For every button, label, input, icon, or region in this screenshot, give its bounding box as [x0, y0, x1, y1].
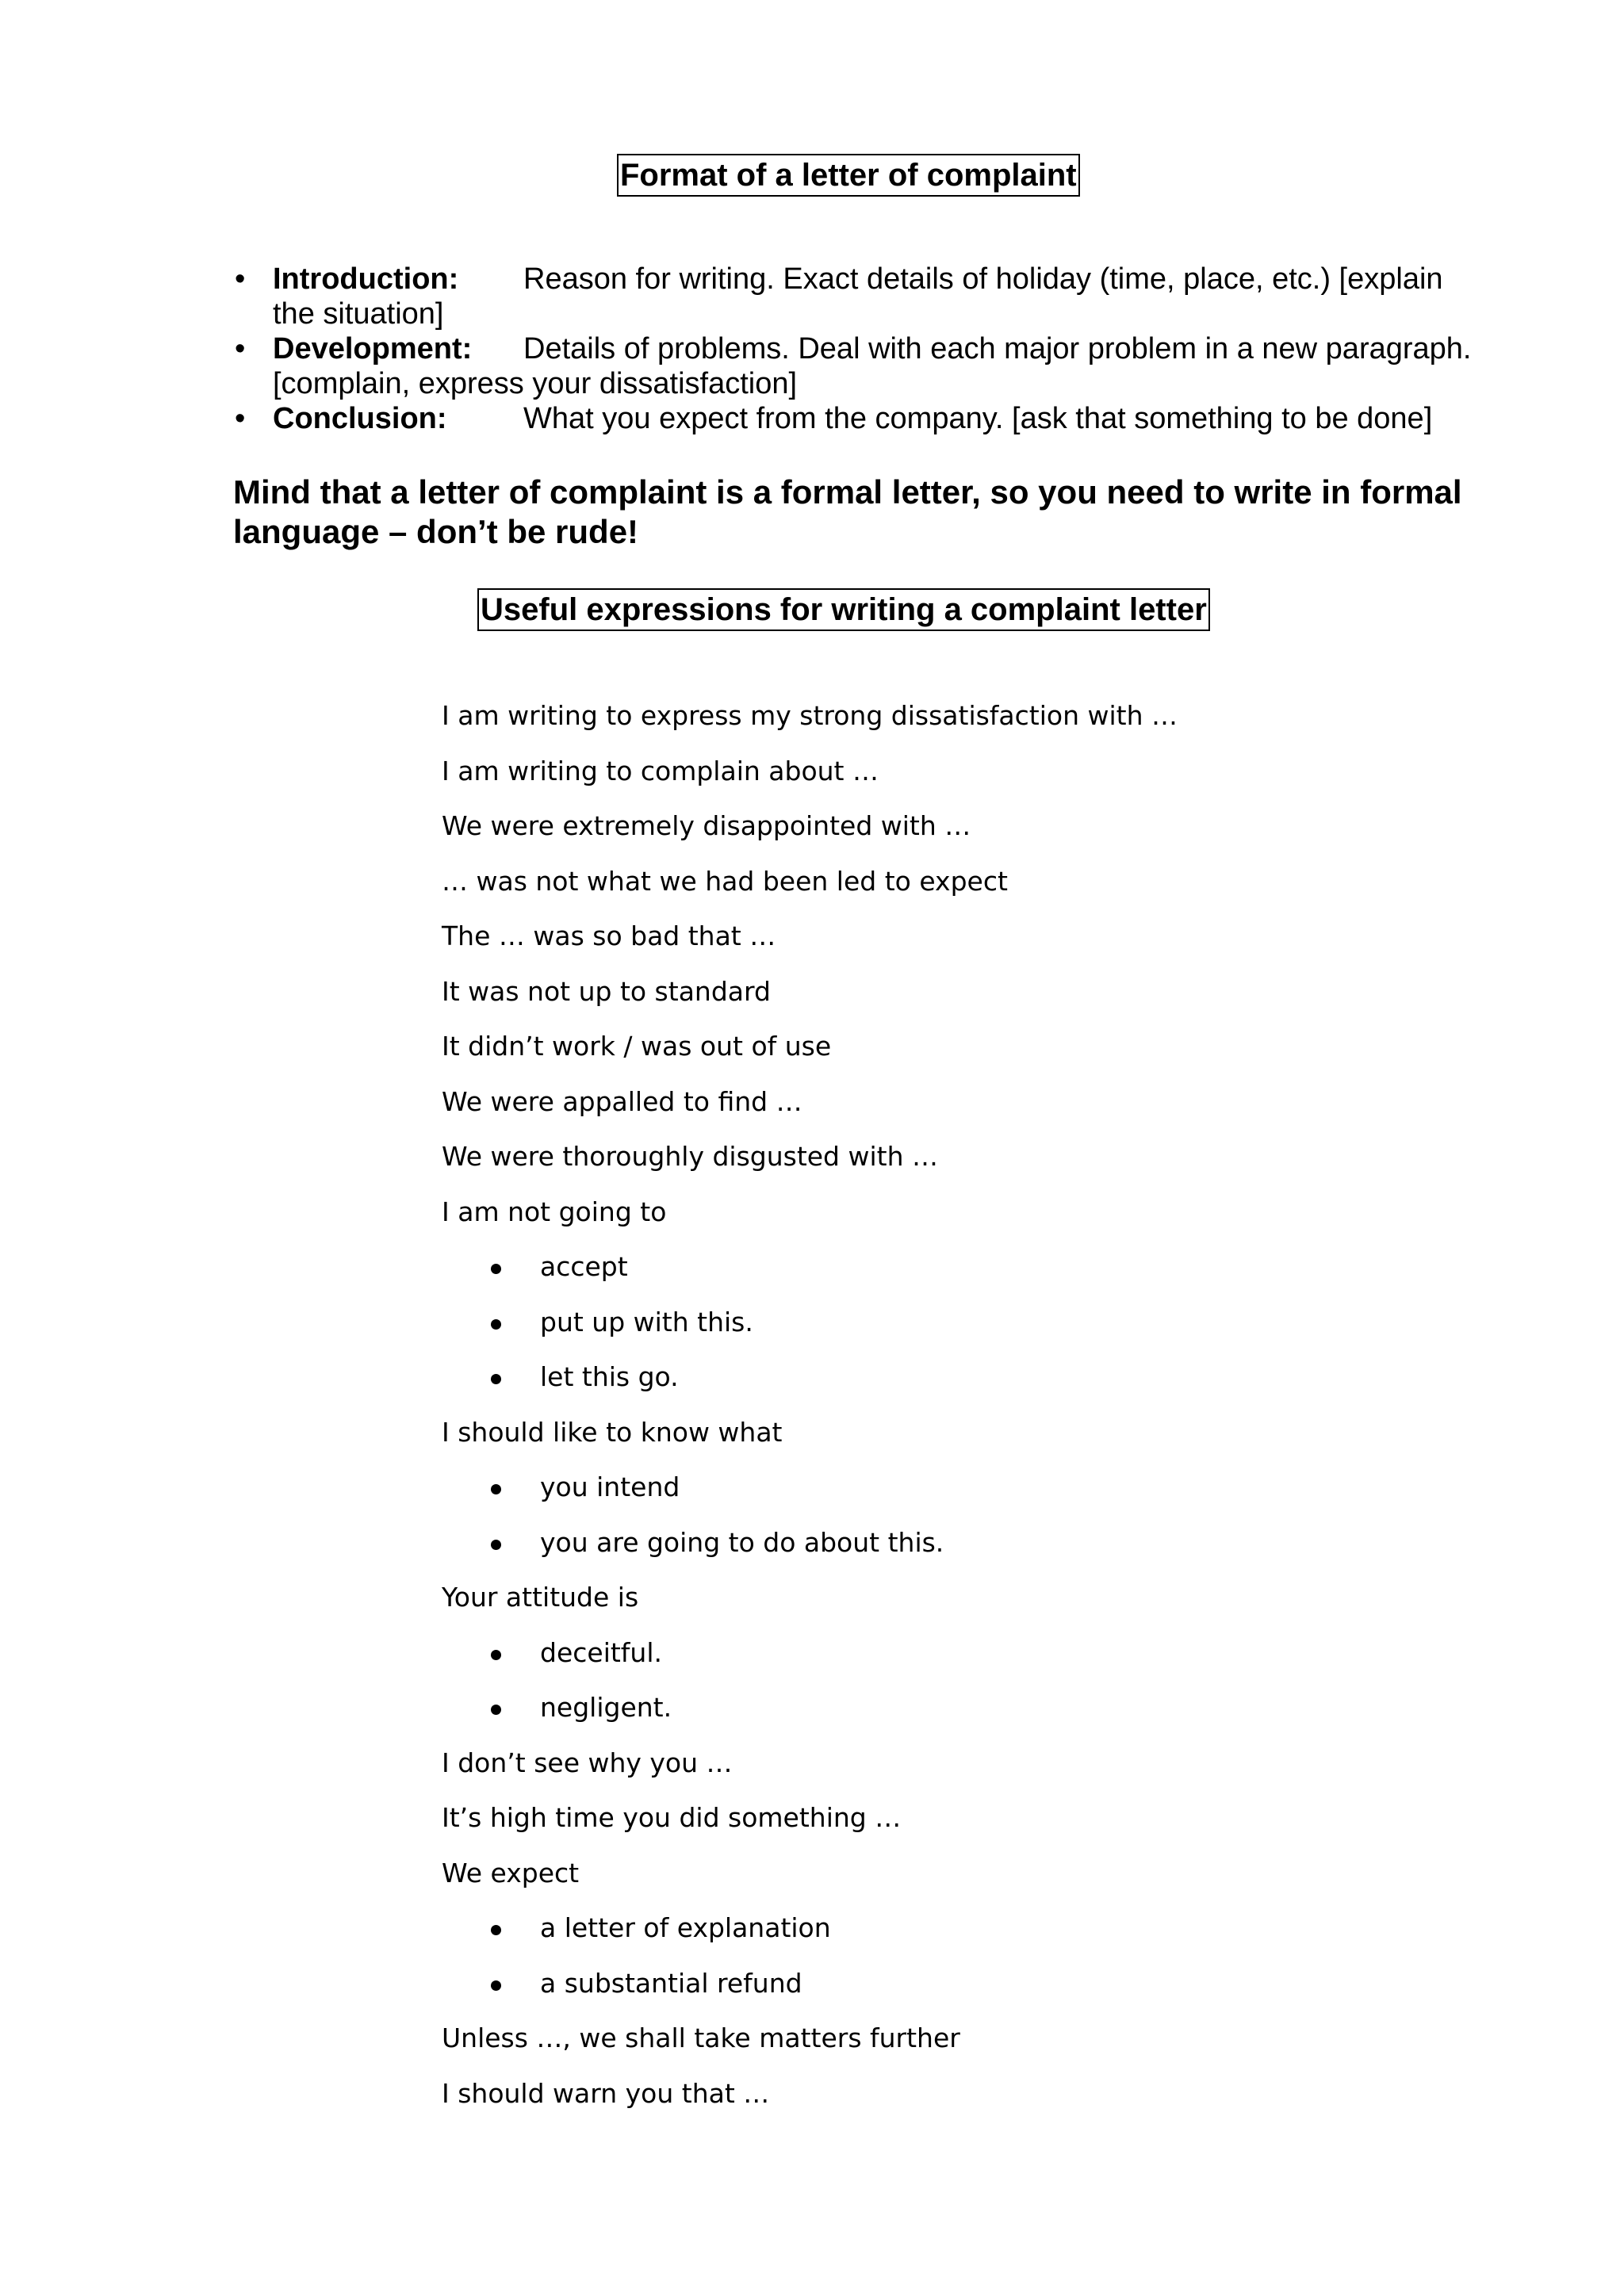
expression-subitem	[442, 1633, 1473, 1689]
expression-item: Unless …, we shall take matters further	[442, 2022, 960, 2053]
expression-subitem	[442, 1964, 1473, 2019]
bullet-icon	[491, 1980, 501, 1991]
expression-item: I am not going to	[442, 1196, 667, 1227]
expression-subitem-text: a substantial refund	[540, 1967, 802, 1999]
expression-subitem	[442, 1523, 1473, 1578]
expression-subitem-text: let this go.	[540, 1361, 679, 1392]
expression-subitem-text: deceitful.	[540, 1636, 662, 1668]
section-introduction	[235, 262, 1488, 331]
expression-item: … was not what we had been led to expect	[442, 865, 1008, 897]
expression-subitem-text: you intend	[540, 1471, 680, 1502]
expression-item: It didn’t work / was out of use	[442, 1031, 832, 1062]
bullet-icon	[491, 1540, 501, 1550]
bullet-icon	[491, 1264, 501, 1274]
expression-subitem-text: a letter of explanation	[540, 1912, 831, 1943]
section-description: Reason for writing. Exact details of holiday (time, place, etc.) [explain the situation]	[273, 262, 1443, 331]
section-term: Development:	[273, 332, 473, 365]
section-term: Introduction:	[273, 262, 459, 296]
expression-item: I don’t see why you …	[442, 1747, 733, 1778]
expression-subitem	[442, 1688, 1473, 1743]
expression-item: The … was so bad that …	[442, 920, 776, 951]
expressions-title: Useful expressions for writing a complaint letter	[477, 588, 1210, 631]
formal-language-note: Mind that a letter of complaint is a formal letter, so you need to write in formal language – don’t be rude!	[233, 473, 1462, 550]
section-development	[235, 331, 1488, 401]
expression-item: I should warn you that …	[442, 2077, 770, 2109]
section-description: Details of problems. Deal with each major problem in a new paragraph. [complain, express your dissatisfaction]	[273, 332, 1472, 400]
expression-item: We expect	[442, 1857, 580, 1888]
expression-subitem	[442, 1468, 1473, 1523]
bullet-icon	[491, 1484, 501, 1494]
bullet-icon: •	[235, 332, 246, 365]
bullet-icon	[491, 1925, 501, 1935]
expression-subitem-text: accept	[540, 1251, 628, 1282]
expression-item: Your attitude is	[442, 1582, 639, 1613]
expression-subitem	[442, 1357, 1473, 1413]
bullet-icon: •	[235, 402, 246, 435]
section-term: Conclusion:	[273, 402, 447, 435]
section-description: What you expect from the company. [ask that something to be done]	[523, 402, 1433, 435]
expression-subitem-text: you are going to do about this.	[540, 1526, 944, 1558]
expressions-list	[442, 696, 1473, 2129]
expression-item: I am writing to complain about …	[442, 755, 879, 786]
expression-item: It was not up to standard	[442, 975, 771, 1007]
bullet-icon	[491, 1650, 501, 1660]
expression-subitem	[442, 1303, 1473, 1358]
expression-item: It’s high time you did something …	[442, 1802, 902, 1833]
expression-item: I should like to know what	[442, 1416, 783, 1448]
expression-subitem-text: negligent.	[540, 1692, 672, 1723]
expression-item: We were extremely disappointed with …	[442, 810, 971, 841]
expression-subitem	[442, 1247, 1473, 1303]
letter-structure-list	[235, 262, 1488, 436]
expression-subitem-text: put up with this.	[540, 1306, 753, 1337]
expression-subitem	[442, 1908, 1473, 1964]
expression-item: We were thoroughly disgusted with …	[442, 1141, 939, 1172]
bullet-icon	[491, 1374, 501, 1384]
section-conclusion	[235, 401, 1488, 436]
bullet-icon: •	[235, 262, 246, 296]
page-title: Format of a letter of complaint	[617, 154, 1080, 197]
bullet-icon	[491, 1705, 501, 1715]
expression-item: I am writing to express my strong dissatisfaction with …	[442, 700, 1178, 731]
bullet-icon	[491, 1319, 501, 1330]
expression-item: We were appalled to find …	[442, 1085, 802, 1117]
